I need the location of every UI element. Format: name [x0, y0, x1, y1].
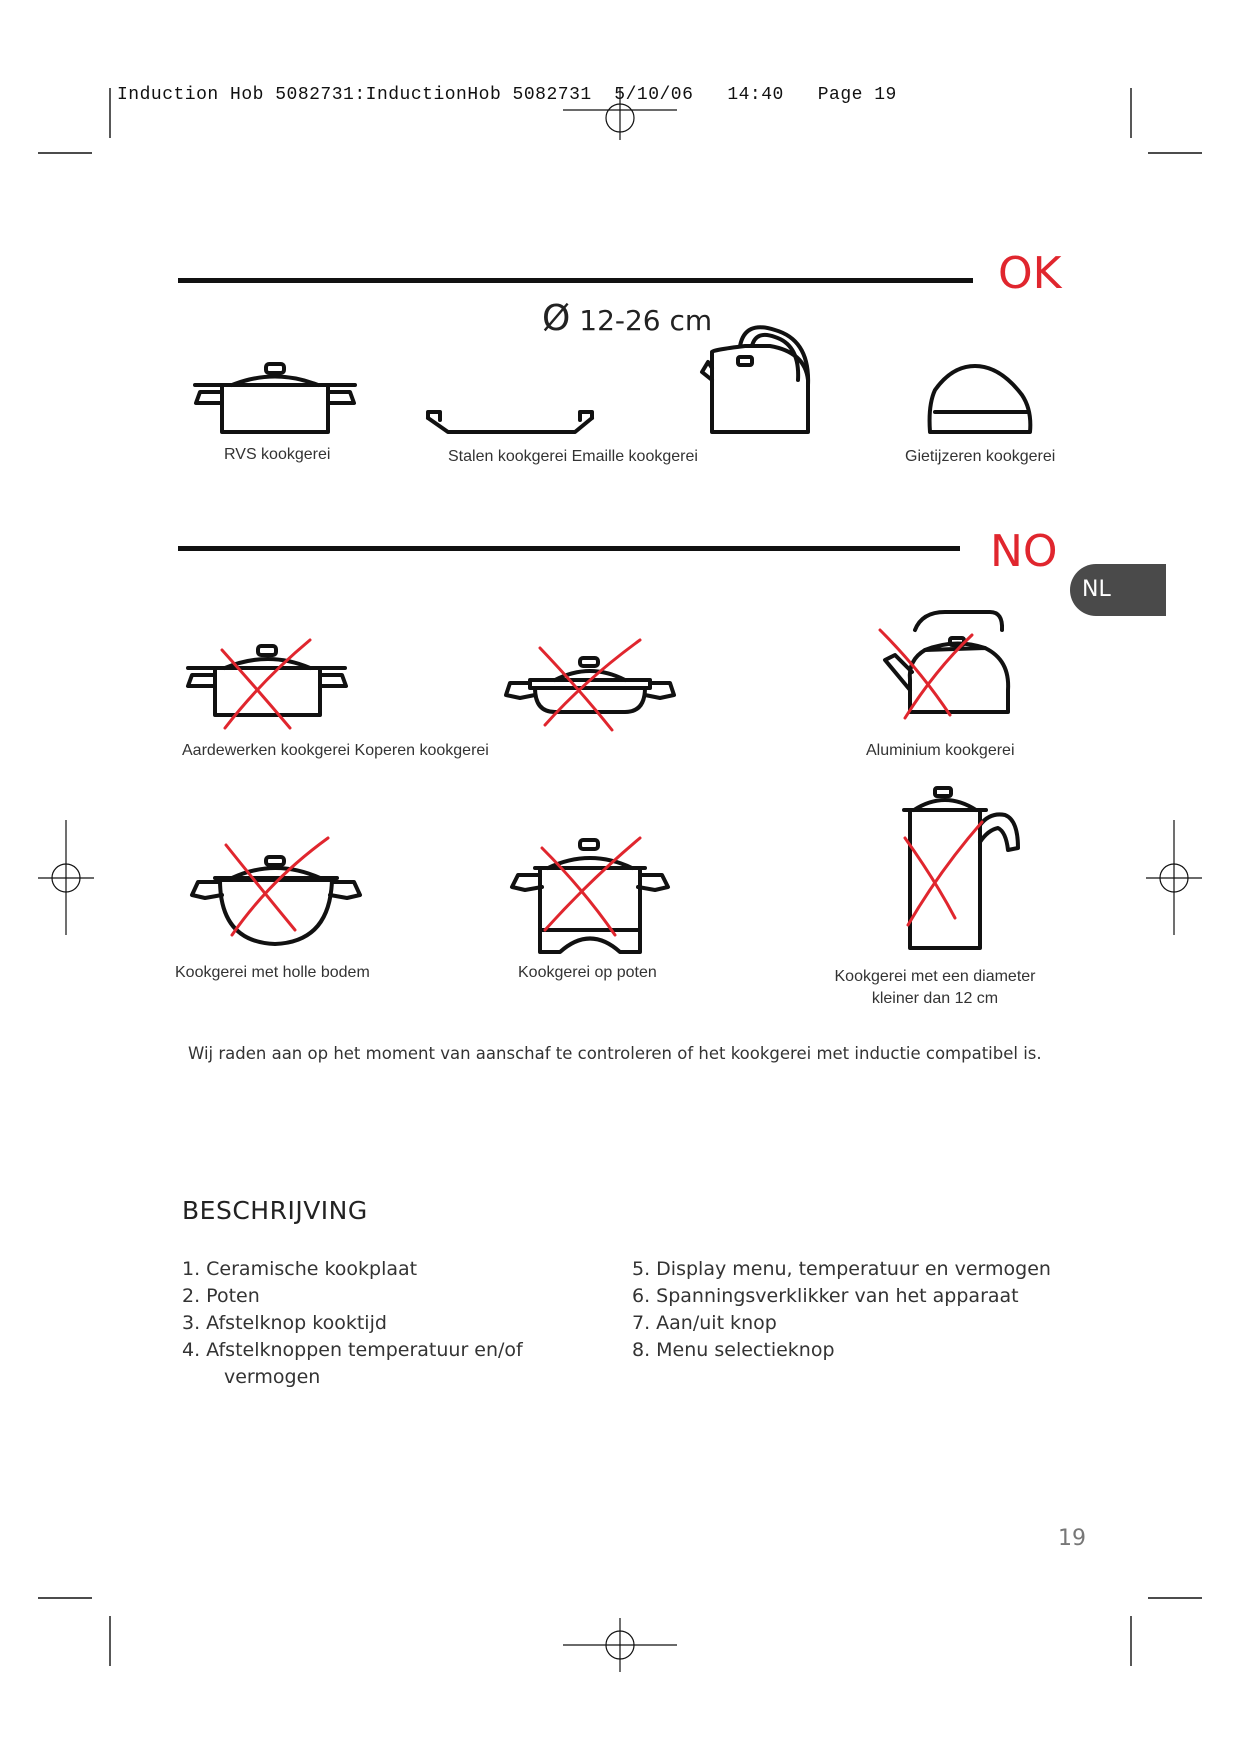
diameter-range	[542, 298, 712, 339]
flat-pan-icon	[428, 412, 592, 432]
pot-on-legs-crossed-icon	[512, 840, 668, 952]
ok-label-gietijzer: Gietijzeren kookgerei	[905, 448, 1056, 465]
no-label-holle-bodem: Kookgerei met holle bodem	[175, 964, 370, 981]
cross-mark-icon	[226, 838, 328, 935]
registration-mark-top	[563, 88, 677, 140]
no-label-kleine-diameter-line2: kleiner dan 12 cm	[871, 990, 999, 1007]
ok-divider	[178, 278, 973, 283]
registration-mark-bottom	[563, 1618, 677, 1672]
no-marker: NO	[990, 526, 1058, 577]
print-time: 14:40	[727, 85, 784, 105]
no-label-aardewerk-koper: Aardewerken kookgerei Koperen kookgerei	[182, 742, 489, 759]
print-date: 5/10/06	[614, 85, 694, 105]
registration-mark-right	[1146, 820, 1202, 935]
list-item: 8. Menu selectieknop	[632, 1339, 835, 1361]
list-item-continuation: vermogen	[224, 1366, 321, 1388]
description-list-right	[632, 1256, 1051, 1364]
round-pot-crossed-icon	[192, 857, 360, 944]
section-title: BESCHRIJVING	[182, 1196, 368, 1225]
list-item: 5. Display menu, temperatuur en vermogen	[632, 1258, 1051, 1280]
print-file: Induction Hob 5082731:InductionHob 5082731	[117, 85, 592, 105]
dome-pot-icon	[930, 366, 1031, 432]
casserole-icon	[195, 364, 355, 432]
list-item: 4. Afstelknoppen temperatuur en/of	[182, 1339, 523, 1361]
print-page: Page 19	[817, 85, 897, 105]
no-divider	[178, 546, 960, 551]
advice-text: Wij raden aan op het moment van aanschaf te controleren of het kookgerei met inductie compatibel is.	[188, 1044, 1042, 1063]
list-item: 2. Poten	[182, 1285, 260, 1307]
cross-mark-icon	[905, 822, 982, 925]
cross-mark-icon	[540, 640, 640, 730]
kettle-icon	[702, 327, 808, 432]
ok-marker: OK	[998, 248, 1062, 299]
cross-mark-icon	[542, 838, 640, 935]
diameter-symbol: Ø	[542, 298, 571, 339]
diameter-value: 12-26 cm	[579, 304, 713, 337]
ok-label-rvs: RVS kookgerei	[224, 446, 331, 463]
language-tab: NL	[1070, 564, 1166, 616]
list-item: 3. Afstelknop kooktijd	[182, 1312, 387, 1334]
no-label-op-poten: Kookgerei op poten	[518, 964, 657, 981]
description-list-left	[182, 1256, 523, 1391]
list-item: 1. Ceramische kookplaat	[182, 1258, 418, 1280]
list-item: 6. Spanningsverklikker van het apparaat	[632, 1285, 1019, 1307]
no-label-aluminium: Aluminium kookgerei	[866, 742, 1015, 759]
registration-mark-left	[38, 820, 94, 935]
list-item: 7. Aan/uit knop	[632, 1312, 777, 1334]
ok-label-staal-emaille: Stalen kookgerei Emaille kookgerei	[448, 448, 698, 465]
page-number: 19	[1058, 1526, 1086, 1551]
coffee-pot-crossed-icon	[904, 788, 1018, 948]
no-label-kleine-diameter	[820, 966, 1050, 1010]
no-label-kleine-diameter-line1: Kookgerei met een diameter	[834, 968, 1036, 985]
